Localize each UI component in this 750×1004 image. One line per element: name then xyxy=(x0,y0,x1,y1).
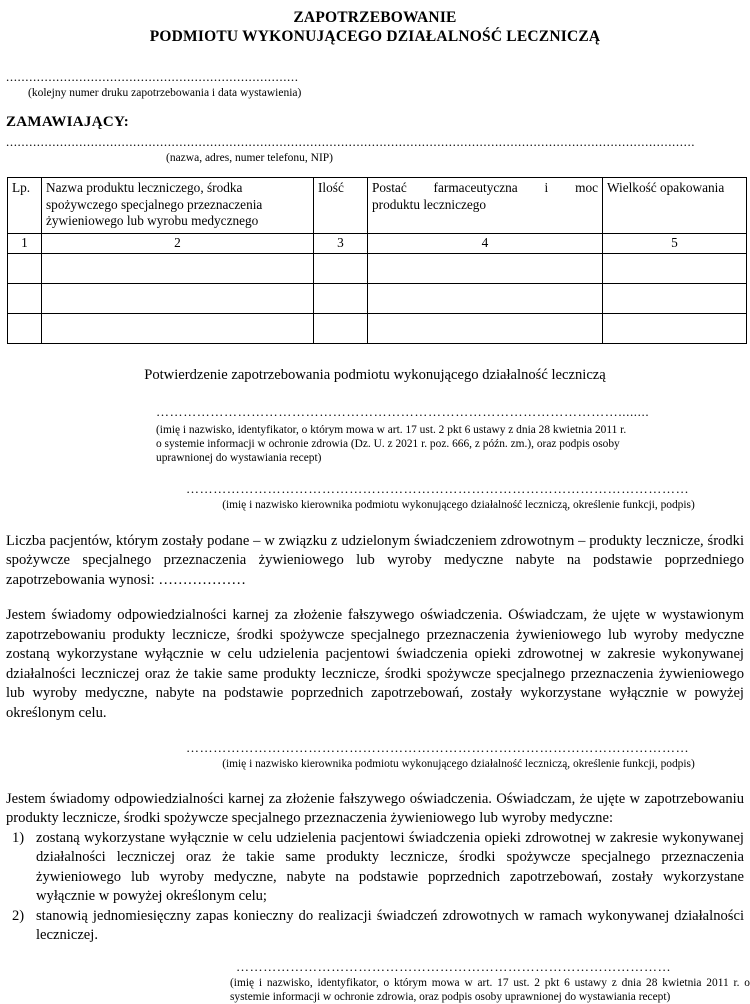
cell-product-name[interactable] xyxy=(42,314,314,344)
cell-form-strength[interactable] xyxy=(368,284,603,314)
cell-package-size[interactable] xyxy=(603,314,747,344)
manager-1-caption: (imię i nazwisko kierownika podmiotu wykonującego działalność leczniczą, określenie funkcji, podpis) xyxy=(222,498,695,511)
cell-lp[interactable] xyxy=(8,254,42,284)
table-header-quantity: Ilość xyxy=(314,178,368,234)
list-item xyxy=(6,829,744,907)
column-number-2: 2 xyxy=(42,233,314,254)
cell-package-size[interactable] xyxy=(603,254,747,284)
footer-dotted-line[interactable]: …………………………………………………………………………………… xyxy=(236,961,672,972)
table-header-form-strength-line1: Postać farmaceutyczna i moc xyxy=(372,180,598,195)
declaration-1-paragraph: Jestem świadomy odpowiedzialności karnej za złożenie fałszywego oświadczenia. Oświadczam, że ujęte w wystawionym zapotrzebowaniu produkty lecznicze, środki spożywcze specjalnego przeznaczenia żywieniowego lub wyroby medyczne zostaną wykorzystane wyłącznie w celu udzielenia pacjentowi świadczenia opieki zdrowotnej w zakresie wykonywanej działalności leczniczej oraz że takie same produkty lecznicze, środki spożywcze specjalnego przeznaczenia żywieniowego lub wyroby medyczne, nabyte na podstawie poprzednich zapotrzebowań, zostały wykorzystane wyłącznie w powyżej określonym celu. xyxy=(6,607,744,721)
table-row[interactable] xyxy=(8,284,747,314)
table-header-package-size: Wielkość opakowania xyxy=(603,178,747,234)
title-line-2: PODMIOTU WYKONUJĄCEGO DZIAŁALNOŚĆ LECZNICZĄ xyxy=(149,28,601,45)
list-item-text: zostaną wykorzystane wyłącznie w celu udzielenia pacjentowi świadczenia opieki zdrowotnej w zakresie wykonywanej działalności leczniczej oraz że takie same produkty lecznicze, środki spożywcze specjalnego przeznaczenia żywieniowego lub wyroby medyczne, nabyte na podstawie poprzednich zapotrzebowań, zostały wykorzystane wyłącznie w powyżej określonym celu; xyxy=(36,829,744,905)
declaration-2-list xyxy=(6,829,744,946)
prescriber-caption-line-2: o systemie informacji w ochronie zdrowia (Dz. U. z 2021 r. poz. 666, z późn. zm.), oraz podpis osoby xyxy=(156,438,620,451)
list-item-text: stanowią jednomiesięczny zapas konieczny do realizacji świadczeń zdrowotnych w ramach wykonywanej działalności leczniczej. xyxy=(36,907,744,944)
form-number-date-dotted-line[interactable]: ............................................................................ xyxy=(6,72,299,82)
prescriber-caption-line-1: (imię i nazwisko, identyfikator, o którym mowa w art. 17 ust. 2 pkt 6 ustawy z dnia 28 kwietnia 2011 r. xyxy=(156,424,627,436)
orderer-label: ZAMAWIAJĄCY: xyxy=(6,114,130,130)
orderer-caption: (nazwa, adres, numer telefonu, NIP) xyxy=(166,152,334,164)
manager-2-dotted-line[interactable]: ………………………………………………………………………………………………… xyxy=(186,743,690,754)
table-header-form-strength xyxy=(368,178,603,234)
confirmation-heading: Potwierdzenie zapotrzebowania podmiotu wykonującego działalność leczniczą xyxy=(144,367,606,383)
table-header-row xyxy=(8,178,747,234)
prescriber-caption-line-3: uprawnionej do wystawiania recept) xyxy=(156,452,322,465)
cell-quantity[interactable] xyxy=(314,314,368,344)
table-body xyxy=(8,254,747,344)
table-row[interactable] xyxy=(8,254,747,284)
prescriber-dotted-line[interactable]: …………………………………………………………………………………………........ xyxy=(156,407,650,417)
cell-product-name[interactable] xyxy=(42,254,314,284)
cell-lp[interactable] xyxy=(8,314,42,344)
cell-quantity[interactable] xyxy=(314,284,368,314)
list-item xyxy=(6,907,744,946)
column-number-4: 4 xyxy=(368,233,603,254)
column-number-1: 1 xyxy=(8,233,42,254)
declaration-2-intro: Jestem świadomy odpowiedzialności karnej za złożenie fałszywego oświadczenia. Oświadczam, że ujęte w zapotrzebowaniu produkty lecznicze, środki spożywcze specjalnego przeznaczenia żywieniowego lub wyroby medyczne: xyxy=(6,790,744,827)
cell-form-strength[interactable] xyxy=(368,254,603,284)
table-column-number-row xyxy=(8,233,747,254)
list-marker: 1) xyxy=(12,829,25,846)
list-marker: 2) xyxy=(12,907,25,924)
table-header-lp: Lp. xyxy=(8,178,42,234)
table-header-product-name: Nazwa produktu leczniczego, środka spożywczego specjalnego przeznaczenia żywieniowego lub wyrobu medycznego xyxy=(42,178,314,234)
products-table xyxy=(7,177,747,344)
cell-quantity[interactable] xyxy=(314,254,368,284)
footer-caption: (imię i nazwisko, identyfikator, o którym mowa w art. 17 ust. 2 pkt 6 ustawy z dnia 28 kwietnia 2011 r. o systemie informacji w ochronie zdrowia, oraz podpis osoby uprawnionej do wystawiania recept) xyxy=(230,976,750,1003)
cell-product-name[interactable] xyxy=(42,284,314,314)
cell-package-size[interactable] xyxy=(603,284,747,314)
manager-2-caption: (imię i nazwisko kierownika podmiotu wykonującego działalność leczniczą, określenie funkcji, podpis) xyxy=(222,758,695,771)
document-title xyxy=(6,0,744,46)
table-row[interactable] xyxy=(8,314,747,344)
manager-signature-block-1 xyxy=(186,484,731,512)
cell-lp[interactable] xyxy=(8,284,42,314)
cell-form-strength[interactable] xyxy=(368,314,603,344)
column-number-3: 3 xyxy=(314,233,368,254)
manager-1-dotted-line[interactable]: ………………………………………………………………………………………………… xyxy=(186,483,690,494)
column-number-5: 5 xyxy=(603,233,747,254)
manager-signature-block-2 xyxy=(186,743,731,771)
footer-signature-block xyxy=(230,962,750,1004)
orderer-dotted-line[interactable]: ................................................................................................................................................................................... xyxy=(6,137,696,147)
form-number-date-caption: (kolejny numer druku zapotrzebowania i data wystawienia) xyxy=(28,87,302,99)
patients-count-paragraph: Liczba pacjentów, którym zostały podane – w związku z udzielonym świadczeniem zdrowotnym – produkty lecznicze, środki spożywcze specjalnego przeznaczenia żywieniowego lub wyroby medyczne nabyte na podstawie poprzedniego zapotrzebowania wynosi: ……………… xyxy=(6,532,744,588)
table-header-form-strength-line2: produktu leczniczego xyxy=(372,196,487,212)
prescriber-signature-block xyxy=(156,407,716,466)
title-line-1: ZAPOTRZEBOWANIE xyxy=(293,9,457,26)
